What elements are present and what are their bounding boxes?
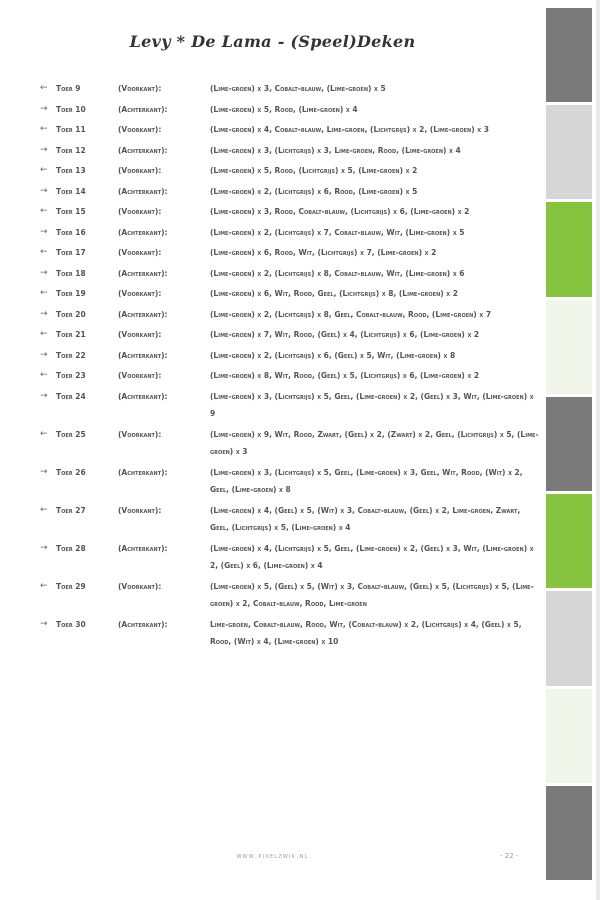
color-block xyxy=(546,8,592,102)
pattern-row xyxy=(40,540,545,575)
row-side: (Voorkant): xyxy=(118,330,162,339)
row-number: Toer 29 xyxy=(56,581,86,591)
pattern-row xyxy=(40,306,545,324)
pattern-row xyxy=(40,183,545,201)
row-side: (Achterkant): xyxy=(118,391,168,401)
row-instructions: Lime-groen, Cobalt-blauw, Rood, Wit, (Cobalt-blauw) x 2, (Lichtgrijs) x 4, (Geel) x 5, Rood, (Wit) x 4, (Lime-groen) x 10 xyxy=(210,619,522,646)
footer-url: www.pixelzwik.nl xyxy=(236,852,309,860)
color-block xyxy=(546,591,592,685)
row-instructions: (Lime-groen) x 2, (Lichtgrijs) x 6, (Geel) x 5, Wit, (Lime-groen) x 8 xyxy=(210,350,456,360)
row-number: Toer 21 xyxy=(56,330,86,339)
row-number: Toer 27 xyxy=(56,505,86,515)
row-side: (Voorkant): xyxy=(118,429,162,439)
row-instructions: (Lime-groen) x 3, (Lichtgrijs) x 5, Geel, (Lime-groen) x 3, Geel, Wit, Rood, (Wit) x 2, Geel, (Lime-groen) x 8 xyxy=(210,467,523,494)
pattern-row xyxy=(40,367,545,385)
row-instructions: (Lime-groen) x 9, Wit, Rood, Zwart, (Geel) x 2, (Zwart) x 2, Geel, (Lichtgrijs) x 5, (Lime-groen) x 3 xyxy=(210,429,539,456)
row-instructions: (Lime-groen) x 3, (Lichtgrijs) x 5, Geel, (Lime-groen) x 2, (Geel) x 3, Wit, (Lime-groen) x 9 xyxy=(210,391,534,418)
row-number: Toer 28 xyxy=(56,543,86,553)
row-side: (Voorkant): xyxy=(118,289,162,298)
row-instructions: (Lime-groen) x 4, (Lichtgrijs) x 5, Geel, (Lime-groen) x 2, (Geel) x 3, Wit, (Lime-groen) x 2, (Geel) x 6, (Lime-groen) x 4 xyxy=(210,543,534,570)
row-number: Toer 11 xyxy=(56,125,86,134)
row-instructions: (Lime-groen) x 2, (Lichtgrijs) x 8, Cobalt-blauw, Wit, (Lime-groen) x 6 xyxy=(210,268,465,278)
row-instructions: (Lime-groen) x 3, Rood, Cobalt-blauw, (Lichtgrijs) x 6, (Lime-groen) x 2 xyxy=(210,207,470,216)
row-instructions: (Lime-groen) x 3, (Lichtgrijs) x 3, Lime-groen, Rood, (Lime-groen) x 4 xyxy=(210,145,461,155)
row-side: (Voorkant): xyxy=(118,581,162,591)
color-block xyxy=(546,105,592,199)
row-number: Toer 18 xyxy=(56,268,86,278)
direction-arrow-icon: ← xyxy=(40,83,48,93)
direction-arrow-icon: ← xyxy=(40,329,48,339)
row-instructions: (Lime-groen) x 2, (Lichtgrijs) x 8, Geel, Cobalt-blauw, Rood, (Lime-groen) x 7 xyxy=(210,309,492,319)
row-side: (Voorkant): xyxy=(118,207,162,216)
row-number: Toer 24 xyxy=(56,391,86,401)
pattern-rows xyxy=(40,80,545,654)
row-side: (Voorkant): xyxy=(118,166,162,175)
color-block xyxy=(546,494,592,588)
row-instructions: (Lime-groen) x 7, Wit, Rood, (Geel) x 4, (Lichtgrijs) x 6, (Lime-groen) x 2 xyxy=(210,330,480,339)
color-block xyxy=(546,397,592,491)
pattern-row xyxy=(40,578,545,613)
row-number: Toer 15 xyxy=(56,207,86,216)
row-number: Toer 25 xyxy=(56,429,86,439)
row-side: (Achterkant): xyxy=(118,350,168,360)
row-number: Toer 14 xyxy=(56,186,86,196)
direction-arrow-icon: → xyxy=(40,185,48,196)
direction-arrow-icon: → xyxy=(40,308,48,319)
row-instructions: (Lime-groen) x 3, Cobalt-blauw, (Lime-groen) x 5 xyxy=(210,84,386,93)
row-side: (Achterkant): xyxy=(118,619,168,629)
direction-arrow-icon: → xyxy=(40,466,48,477)
page-number: - 22 - xyxy=(500,852,519,860)
row-side: (Achterkant): xyxy=(118,145,168,155)
color-block xyxy=(546,786,592,880)
pattern-row xyxy=(40,347,545,365)
row-number: Toer 10 xyxy=(56,104,86,114)
pattern-row xyxy=(40,244,545,262)
row-instructions: (Lime-groen) x 8, Wit, Rood, (Geel) x 5, (Lichtgrijs) x 6, (Lime-groen) x 2 xyxy=(210,371,480,380)
row-instructions: (Lime-groen) x 2, (Lichtgrijs) x 7, Cobalt-blauw, Wit, (Lime-groen) x 5 xyxy=(210,227,465,237)
row-side: (Achterkant): xyxy=(118,309,168,319)
row-side: (Voorkant): xyxy=(118,371,162,380)
direction-arrow-icon: → xyxy=(40,390,48,401)
row-side: (Voorkant): xyxy=(118,505,162,515)
pattern-row xyxy=(40,616,545,651)
pattern-row xyxy=(40,80,545,98)
direction-arrow-icon: → xyxy=(40,618,48,629)
color-block xyxy=(546,689,592,783)
row-number: Toer 17 xyxy=(56,248,86,257)
row-instructions: (Lime-groen) x 6, Rood, Wit, (Lichtgrijs) x 7, (Lime-groen) x 2 xyxy=(210,248,437,257)
direction-arrow-icon: ← xyxy=(40,504,48,515)
row-side: (Achterkant): xyxy=(118,186,168,196)
row-side: (Voorkant): xyxy=(118,125,162,134)
row-instructions: (Lime-groen) x 4, (Geel) x 5, (Wit) x 3, Cobalt-blauw, (Geel) x 2, Lime-groen, Zwart, Geel, (Lichtgrijs) x 5, (Lime-groen) x 4 xyxy=(210,505,521,532)
direction-arrow-icon: ← xyxy=(40,206,48,216)
row-number: Toer 26 xyxy=(56,467,86,477)
pattern-row xyxy=(40,224,545,242)
row-number: Toer 13 xyxy=(56,166,86,175)
direction-arrow-icon: ← xyxy=(40,165,48,175)
row-number: Toer 20 xyxy=(56,309,86,319)
color-block xyxy=(546,202,592,296)
pattern-row xyxy=(40,502,545,537)
direction-arrow-icon: → xyxy=(40,226,48,237)
pattern-row xyxy=(40,265,545,283)
row-number: Toer 12 xyxy=(56,145,86,155)
direction-arrow-icon: → xyxy=(40,542,48,553)
row-side: (Voorkant): xyxy=(118,84,162,93)
direction-arrow-icon: → xyxy=(40,103,48,114)
pattern-row xyxy=(40,203,545,221)
page-title: Levy * De Lama - (Speel)Deken xyxy=(129,32,416,51)
color-block xyxy=(546,300,592,394)
direction-arrow-icon: → xyxy=(40,267,48,278)
direction-arrow-icon: ← xyxy=(40,370,48,380)
color-sidebar xyxy=(546,8,592,880)
direction-arrow-icon: → xyxy=(40,144,48,155)
pattern-row xyxy=(40,426,545,461)
row-number: Toer 16 xyxy=(56,227,86,237)
row-instructions: (Lime-groen) x 5, (Geel) x 5, (Wit) x 3, Cobalt-blauw, (Geel) x 5, (Lichtgrijs) x 5, (Lime-groen) x 2, Cobalt-blauw, Rood, Lime-groen xyxy=(210,581,534,608)
row-instructions: (Lime-groen) x 5, Rood, (Lichtgrijs) x 5, (Lime-groen) x 2 xyxy=(210,166,418,175)
pattern-row xyxy=(40,162,545,180)
pattern-row xyxy=(40,326,545,344)
row-side: (Voorkant): xyxy=(118,248,162,257)
row-instructions: (Lime-groen) x 2, (Lichtgrijs) x 6, Rood, (Lime-groen) x 5 xyxy=(210,186,418,196)
row-number: Toer 22 xyxy=(56,350,86,360)
direction-arrow-icon: ← xyxy=(40,124,48,134)
row-number: Toer 19 xyxy=(56,289,86,298)
direction-arrow-icon: ← xyxy=(40,580,48,591)
pattern-row xyxy=(40,388,545,423)
pattern-row xyxy=(40,101,545,119)
row-side: (Achterkant): xyxy=(118,543,168,553)
pattern-row xyxy=(40,121,545,139)
page-edge-shadow xyxy=(596,0,600,900)
direction-arrow-icon: ← xyxy=(40,428,48,439)
row-side: (Achterkant): xyxy=(118,268,168,278)
row-instructions: (Lime-groen) x 5, Rood, (Lime-groen) x 4 xyxy=(210,104,358,114)
row-side: (Achterkant): xyxy=(118,104,168,114)
pattern-row xyxy=(40,464,545,499)
pattern-row xyxy=(40,285,545,303)
row-instructions: (Lime-groen) x 4, Cobalt-blauw, Lime-groen, (Lichtgrijs) x 2, (Lime-groen) x 3 xyxy=(210,125,489,134)
row-instructions: (Lime-groen) x 6, Wit, Rood, Geel, (Lichtgrijs) x 8, (Lime-groen) x 2 xyxy=(210,289,458,298)
row-number: Toer 9 xyxy=(56,84,81,93)
row-number: Toer 23 xyxy=(56,371,86,380)
row-number: Toer 30 xyxy=(56,619,86,629)
row-side: (Achterkant): xyxy=(118,467,168,477)
direction-arrow-icon: ← xyxy=(40,247,48,257)
pattern-row xyxy=(40,142,545,160)
direction-arrow-icon: ← xyxy=(40,288,48,298)
row-side: (Achterkant): xyxy=(118,227,168,237)
direction-arrow-icon: → xyxy=(40,349,48,360)
